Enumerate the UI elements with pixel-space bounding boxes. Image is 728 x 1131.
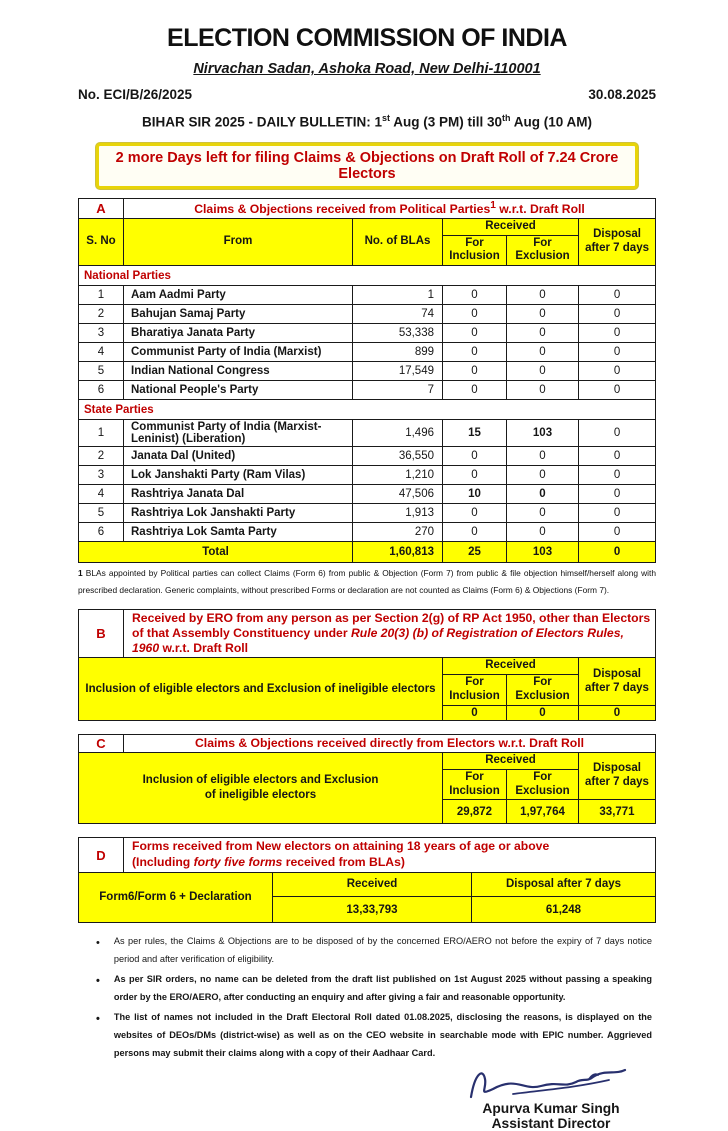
col-header-from: From	[124, 218, 353, 265]
total-inclusion: 25	[443, 542, 507, 563]
cell-inclusion: 0	[443, 324, 507, 343]
cell-disposal: 0	[579, 305, 656, 324]
cell-blas: 47,506	[353, 485, 443, 504]
bulletin-sup: st	[382, 113, 391, 123]
cell-exclusion: 0	[507, 305, 579, 324]
cell-blas: 53,338	[353, 324, 443, 343]
table-row	[79, 466, 656, 485]
cell-disposal: 0	[579, 343, 656, 362]
cell-exclusion: 0	[507, 447, 579, 466]
cell-inclusion: 0	[443, 447, 507, 466]
cell-inclusion: 0	[443, 286, 507, 305]
col-header-for-inclusion: For Inclusion	[443, 235, 507, 266]
table-row	[79, 381, 656, 400]
bulletin-title	[78, 113, 656, 130]
total-disposal: 0	[579, 542, 656, 563]
section-c-label: C	[79, 734, 124, 752]
cell-sno: 4	[79, 485, 124, 504]
section-d-label: D	[79, 838, 124, 873]
cell-disposal: 0	[579, 381, 656, 400]
cell-inclusion: 10	[443, 485, 507, 504]
table-row	[79, 343, 656, 362]
cell-blas: 1,210	[353, 466, 443, 485]
cell-exclusion: 0	[507, 504, 579, 523]
table-b-description: Inclusion of eligible electors and Exclusion of ineligible electors	[79, 658, 443, 720]
document-date: 30.08.2025	[588, 87, 656, 102]
title-text: w.r.t. Draft Roll	[495, 201, 585, 216]
bullet-icon: •	[96, 937, 100, 950]
section-a-label: A	[79, 198, 124, 218]
table-a-political-parties	[78, 198, 656, 564]
table-d-new-electors	[78, 837, 656, 923]
cell-inclusion: 0	[443, 504, 507, 523]
cell-inclusion: 0	[443, 305, 507, 324]
cell-disposal: 0	[579, 504, 656, 523]
cell-party: Janata Dal (United)	[124, 447, 353, 466]
cell-disposal: 0	[579, 362, 656, 381]
cell-exclusion: 0	[507, 381, 579, 400]
table-row	[79, 523, 656, 542]
value-disposal: 0	[579, 705, 656, 720]
col-header-for-exclusion: For Exclusion	[507, 235, 579, 266]
title-italic: Rule 20(3) (b) of Registration of Electors Rules, 1960	[132, 625, 624, 656]
table-b-ero-received	[78, 609, 656, 721]
cell-blas: 899	[353, 343, 443, 362]
note-text: The list of names not included in the Draft Electoral Roll dated 01.08.2025, disclosing the reasons, is displayed on the websites of DEOs/DMs (district-wise) as well as on the CEO website in searchable mode with EPIC number. Aggrieved persons may submit their claims along with a copy of their Aadhaar Card.	[113, 1011, 652, 1058]
col-header-disposal: Disposal after 7 days	[579, 218, 656, 265]
cell-party: Rashtriya Janata Dal	[124, 485, 353, 504]
cell-exclusion: 0	[507, 286, 579, 305]
table-c-electors-direct	[78, 734, 656, 825]
cell-blas: 17,549	[353, 362, 443, 381]
section-c-title: Claims & Objections received directly from Electors w.r.t. Draft Roll	[124, 734, 656, 752]
col-header-disposal: Disposal after 7 days	[579, 658, 656, 705]
footer-notes	[78, 933, 652, 1063]
title-text: Claims & Objections received from Political Parties	[194, 201, 491, 216]
value-inclusion: 0	[443, 705, 507, 720]
section-state-parties: State Parties	[79, 400, 656, 420]
total-row	[79, 542, 656, 563]
cell-party: Communist Party of India (Marxist)	[124, 343, 353, 362]
cell-disposal: 0	[579, 420, 656, 447]
value-disposal: 61,248	[472, 897, 656, 923]
footnote-text: BLAs appointed by Political parties can collect Claims (Form 6) from public & Objection (Form 7) from public & file objection himself/herself along with prescribed declaration. Generic complaints, without prescribed Forms or declaration are not counted as Claims (Form 6) & Objections (Form 7).	[78, 568, 656, 596]
cell-blas: 36,550	[353, 447, 443, 466]
table-a-footnote	[78, 565, 656, 599]
cell-exclusion: 0	[507, 324, 579, 343]
cell-sno: 3	[79, 466, 124, 485]
cell-sno: 1	[79, 420, 124, 447]
col-header-for-inclusion: For Inclusion	[443, 769, 507, 800]
table-row	[79, 504, 656, 523]
table-row	[79, 420, 656, 447]
reference-row	[78, 87, 656, 102]
cell-party: Rashtriya Lok Samta Party	[124, 523, 353, 542]
cell-blas: 74	[353, 305, 443, 324]
title-text: w.r.t. Draft Roll	[159, 641, 249, 656]
note-text: As per SIR orders, no name can be deleted from the draft list published on 1st August 2025 without passing a speaking order by the ERO/AERO, after conducting an enquiry and after giving a fair and reasonable opportunity.	[113, 974, 652, 1002]
col-header-disposal: Disposal after 7 days	[579, 753, 656, 800]
note-text: As per rules, the Claims & Objections are to be disposed of by the concerned ERO/AERO not before the expiry of 7 days notice period and after verification of eligibility.	[113, 936, 652, 965]
value-exclusion: 0	[507, 705, 579, 720]
col-header-received: Received	[443, 218, 579, 235]
title-text: BLAs)	[369, 855, 405, 870]
section-b-title	[124, 609, 656, 658]
footnote-ref: 1	[490, 199, 496, 211]
table-row	[79, 447, 656, 466]
cell-exclusion: 0	[507, 343, 579, 362]
title-text: Received by ERO from any person as per Section 2(g) of RP Act 1950, other than Electors of that Assembly Constituency under	[132, 610, 651, 640]
value-inclusion: 29,872	[443, 800, 507, 824]
cell-blas: 7	[353, 381, 443, 400]
cell-sno: 3	[79, 324, 124, 343]
table-c-description: Inclusion of eligible electors and Exclusion of ineligible electors	[79, 753, 443, 824]
cell-sno: 2	[79, 305, 124, 324]
cell-disposal: 0	[579, 466, 656, 485]
cell-sno: 6	[79, 523, 124, 542]
col-header-blas: No. of BLAs	[353, 218, 443, 265]
cell-disposal: 0	[579, 447, 656, 466]
cell-party: Indian National Congress	[124, 362, 353, 381]
title-text: received from	[282, 855, 370, 870]
cell-party: Bahujan Samaj Party	[124, 305, 353, 324]
cell-inclusion: 0	[443, 343, 507, 362]
section-national-parties: National Parties	[79, 266, 656, 286]
note-item	[78, 933, 652, 969]
cell-party: National People's Party	[124, 381, 353, 400]
cell-exclusion: 0	[507, 362, 579, 381]
table-row	[79, 362, 656, 381]
signatory-designation: Assistant Director	[491, 1115, 611, 1131]
cell-inclusion: 0	[443, 381, 507, 400]
cell-sno: 5	[79, 504, 124, 523]
cell-inclusion: 15	[443, 420, 507, 447]
cell-inclusion: 0	[443, 362, 507, 381]
value-received: 13,33,793	[273, 897, 472, 923]
section-b-label: B	[79, 609, 124, 658]
bullet-icon: •	[96, 1012, 100, 1025]
total-blas: 1,60,813	[353, 542, 443, 563]
cell-disposal: 0	[579, 523, 656, 542]
cell-disposal: 0	[579, 286, 656, 305]
org-address: Nirvachan Sadan, Ashoka Road, New Delhi-110001	[193, 61, 541, 77]
note-item	[78, 971, 652, 1007]
bulletin-part: Aug (3 PM) till 30	[390, 114, 503, 130]
total-exclusion: 103	[507, 542, 579, 563]
cell-sno: 5	[79, 362, 124, 381]
cell-inclusion: 0	[443, 466, 507, 485]
cell-disposal: 0	[579, 485, 656, 504]
cell-exclusion: 0	[507, 523, 579, 542]
section-d-title	[124, 838, 656, 873]
cell-sno: 6	[79, 381, 124, 400]
cell-exclusion: 0	[507, 466, 579, 485]
footnote-marker: 1	[78, 568, 83, 579]
cell-party: Lok Janshakti Party (Ram Vilas)	[124, 466, 353, 485]
cell-exclusion: 0	[507, 485, 579, 504]
signature-scribble	[461, 1063, 641, 1105]
col-header-received: Received	[443, 658, 579, 675]
signatory-name: Apurva Kumar Singh	[482, 1100, 620, 1116]
cell-inclusion: 0	[443, 523, 507, 542]
reference-number: No. ECI/B/26/2025	[78, 87, 193, 102]
cell-sno: 1	[79, 286, 124, 305]
title-italic: forty five forms	[193, 855, 283, 870]
bulletin-part: BIHAR SIR 2025 - DAILY BULLETIN: 1	[141, 114, 382, 130]
cell-party: Bharatiya Janata Party	[124, 324, 353, 343]
cell-blas: 270	[353, 523, 443, 542]
bulletin-part: Aug (10 AM)	[510, 114, 593, 130]
cell-sno: 4	[79, 343, 124, 362]
bullet-icon: •	[96, 975, 100, 988]
highlight-banner: 2 more Days left for filing Claims & Objections on Draft Roll of 7.24 Crore Electors	[96, 143, 638, 189]
cell-exclusion: 103	[507, 420, 579, 447]
table-d-description: Form6/Form 6 + Declaration	[79, 873, 273, 923]
cell-blas: 1,496	[353, 420, 443, 447]
cell-party: Rashtriya Lok Janshakti Party	[124, 504, 353, 523]
section-a-title	[124, 198, 656, 218]
cell-party: Communist Party of India (Marxist-Leninist) (Liberation)	[124, 420, 353, 447]
bulletin-sup: th	[502, 113, 511, 123]
value-exclusion: 1,97,764	[507, 800, 579, 824]
col-header-for-inclusion: For Inclusion	[443, 675, 507, 706]
value-disposal: 33,771	[579, 800, 656, 824]
org-title: ELECTION COMMISSION OF INDIA	[167, 24, 567, 52]
col-header-received: Received	[443, 753, 579, 770]
table-row	[79, 286, 656, 305]
table-row	[79, 324, 656, 343]
cell-sno: 2	[79, 447, 124, 466]
col-header-sno: S. No	[79, 218, 124, 265]
note-item	[78, 1009, 652, 1063]
col-header-for-exclusion: For Exclusion	[507, 675, 579, 706]
title-text: (Including	[132, 855, 194, 870]
table-row	[79, 305, 656, 324]
col-header-disposal: Disposal after 7 days	[472, 873, 656, 897]
col-header-for-exclusion: For Exclusion	[507, 769, 579, 800]
cell-party: Aam Aadmi Party	[124, 286, 353, 305]
table-row	[79, 485, 656, 504]
title-text: Forms received from New electors on attaining 18 years of age or above	[132, 839, 550, 854]
total-label: Total	[79, 542, 353, 563]
cell-blas: 1	[353, 286, 443, 305]
cell-blas: 1,913	[353, 504, 443, 523]
col-header-received: Received	[273, 873, 472, 897]
signature-block	[416, 1063, 686, 1131]
cell-disposal: 0	[579, 324, 656, 343]
